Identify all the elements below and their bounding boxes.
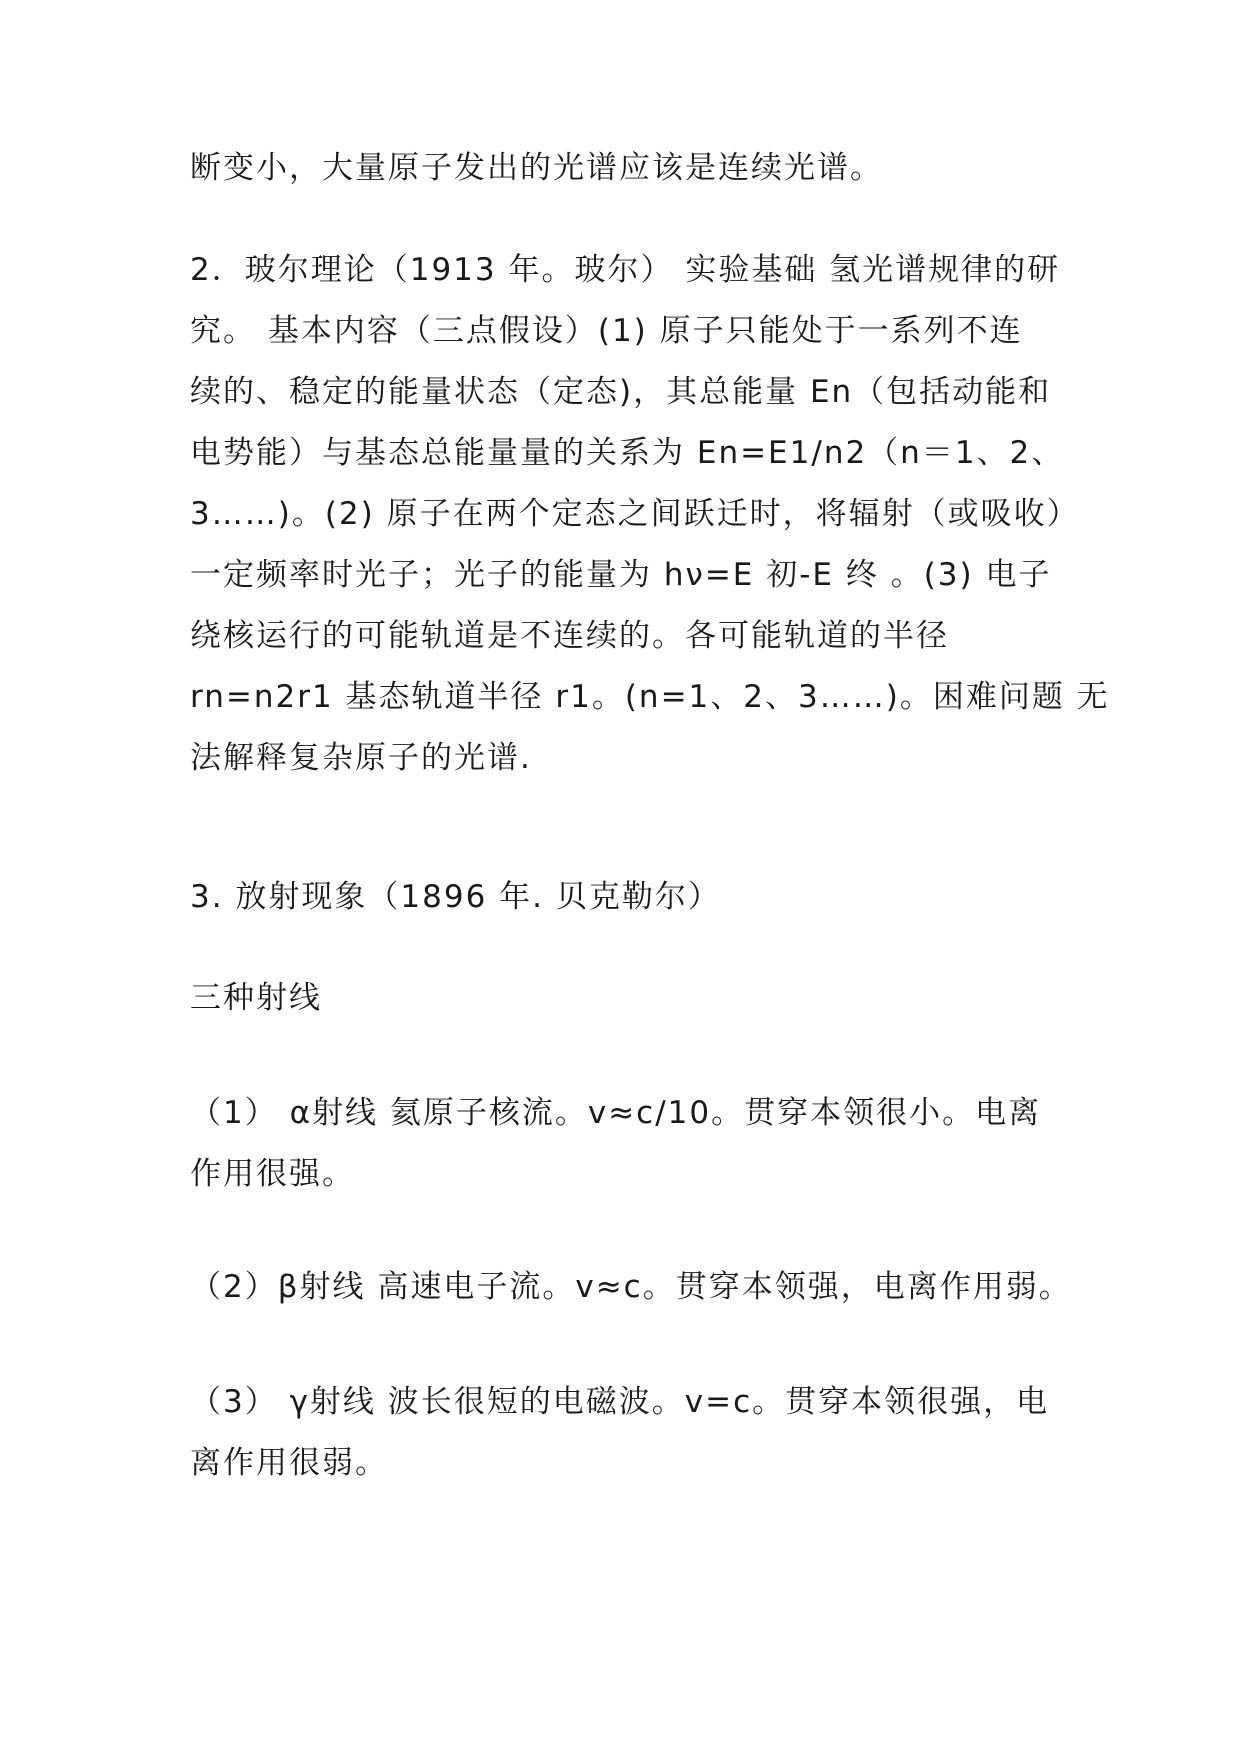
text-line: 绕核运行的可能轨道是不连续的。各可能轨道的半径 — [190, 618, 949, 654]
text-line: 断变小，大量原子发出的光谱应该是连续光谱。 — [190, 150, 883, 186]
text-line: 究。 基本内容（三点假设）(1) 原子只能处于一系列不连 — [190, 313, 1023, 349]
text-line: 2．玻尔理论（1913 年。玻尔） 实验基础 氢光谱规律的研 — [190, 252, 1061, 288]
paragraph-alpha-ray — [190, 1083, 1060, 1205]
paragraph-gamma-ray — [190, 1372, 1060, 1494]
text-line: 3……)。(2) 原子在两个定态之间跃迁时，将辐射（或吸收） — [190, 496, 1080, 532]
text-line: 电势能）与基态总能量量的关系为 En=E1/n2（n＝1、2、 — [190, 435, 1065, 471]
paragraph-beta-ray — [190, 1257, 1072, 1318]
text-line: 作用很强。 — [190, 1156, 355, 1192]
text-line: 三种射线 — [190, 980, 322, 1016]
paragraph-radioactivity-heading — [190, 867, 1060, 928]
text-line: （1） α射线 氦原子核流。v≈c/10。贯穿本领很小。电离 — [190, 1095, 1042, 1131]
paragraph-intro-end — [190, 138, 1060, 199]
text-line: 法解释复杂原子的光谱. — [190, 740, 532, 776]
text-line: 一定频率时光子；光子的能量为 hν=E 初-E 终 。(3) 电子 — [190, 557, 1052, 593]
text-line: （2）β射线 高速电子流。v≈c。贯穿本领强，电离作用弱。 — [190, 1269, 1072, 1305]
paragraph-three-rays — [190, 968, 1060, 1029]
text-line: 离作用很弱。 — [190, 1445, 388, 1481]
text-line: （3） γ射线 波长很短的电磁波。v=c。贯穿本领很强，电 — [190, 1384, 1050, 1420]
paragraph-bohr-theory — [190, 240, 1110, 789]
text-line: 续的、稳定的能量状态（定态)，其总能量 En（包括动能和 — [190, 374, 1052, 410]
text-line: 3. 放射现象（1896 年. 贝克勒尔） — [190, 879, 721, 915]
text-line: rn=n2r1 基态轨道半径 r1。(n=1、2、3……)。困难问题 无 — [190, 679, 1110, 715]
